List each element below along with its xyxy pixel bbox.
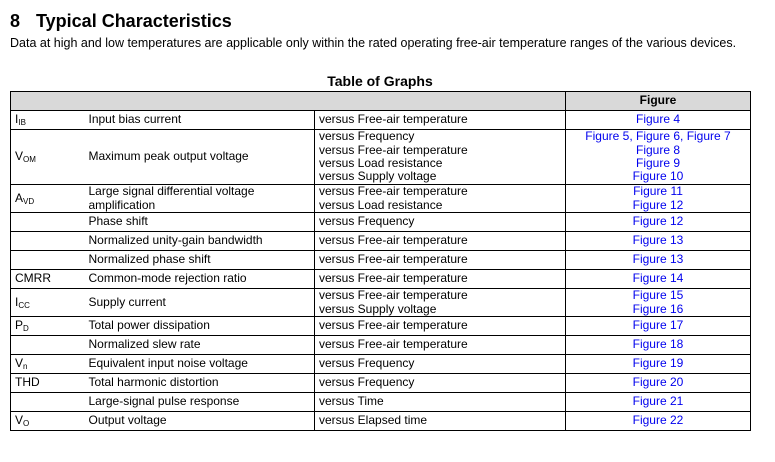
figure-link[interactable]: Figure 17 [632, 318, 684, 333]
symbol-cell [11, 185, 85, 213]
parameter-cell: Large-signal pulse response [85, 393, 315, 412]
figure-link[interactable]: Figure 7 [686, 129, 731, 144]
symbol: V [15, 356, 24, 371]
figure-link[interactable]: Figure 13 [632, 252, 684, 267]
table-row [11, 355, 751, 374]
symbol-cell [11, 374, 85, 393]
parameter-cell: Input bias current [85, 111, 315, 130]
graphs-table-body [11, 92, 751, 431]
condition-cell [315, 289, 566, 317]
figure-link[interactable]: Figure 9 [635, 156, 681, 170]
symbol-cell [11, 289, 85, 317]
symbol: P [15, 318, 24, 333]
figure-cell [566, 412, 751, 431]
figure-link[interactable]: Figure 20 [632, 375, 684, 390]
symbol-cell [11, 412, 85, 431]
figure-line [570, 303, 746, 316]
condition-line: versus Free-air temperature [319, 233, 468, 248]
figure-line [570, 215, 746, 228]
symbol-cell [11, 336, 85, 355]
symbol-cell [11, 130, 85, 185]
parameter-cell: Supply current [85, 289, 315, 317]
figure-link[interactable]: Figure 4 [635, 112, 681, 127]
parameter-cell: Large signal differential voltage amplification [85, 185, 315, 213]
section-heading [10, 10, 232, 32]
figure-link[interactable]: Figure 21 [632, 394, 684, 409]
condition-cell [315, 355, 566, 374]
parameter-cell: Total harmonic distortion [85, 374, 315, 393]
figure-cell [566, 355, 751, 374]
figure-line [570, 199, 746, 212]
figure-cell [566, 317, 751, 336]
parameter-cell: Common-mode rejection ratio [85, 270, 315, 289]
condition-cell [315, 374, 566, 393]
figure-line [570, 376, 746, 389]
table-row [11, 130, 751, 185]
figure-link[interactable]: Figure 22 [632, 413, 684, 428]
condition-line: versus Frequency [319, 375, 415, 390]
parameter-cell: Output voltage [85, 412, 315, 431]
figure-link[interactable]: Figure 12 [632, 214, 684, 229]
symbol: V [15, 413, 24, 428]
symbol: THD [15, 375, 40, 390]
symbol-cell [11, 355, 85, 374]
section-number: 8 [10, 11, 21, 31]
figure-line [570, 170, 746, 183]
figure-line [570, 414, 746, 427]
parameter-cell: Total power dissipation [85, 317, 315, 336]
condition-line: versus Free-air temperature [319, 337, 468, 352]
figure-cell [566, 185, 751, 213]
figure-line [570, 357, 746, 370]
parameter-cell: Normalized phase shift [85, 251, 315, 270]
figure-link[interactable]: Figure 19 [632, 356, 684, 371]
condition-cell [315, 251, 566, 270]
condition-line: versus Free-air temperature [319, 288, 468, 303]
symbol-subscript: IB [18, 118, 26, 128]
figure-line [570, 289, 746, 302]
condition-cell [315, 185, 566, 213]
figure-link[interactable]: Figure 10 [632, 169, 684, 184]
figure-line [570, 395, 746, 408]
figure-link[interactable]: Figure 15 [632, 288, 684, 303]
figure-cell [566, 232, 751, 251]
figure-link[interactable]: Figure 13 [632, 233, 684, 248]
figure-link[interactable]: Figure 14 [632, 271, 684, 286]
condition-line: versus Free-air temperature [319, 184, 468, 199]
figure-cell [566, 336, 751, 355]
figure-line [570, 113, 746, 126]
table-row [11, 213, 751, 232]
table-title: Table of Graphs [327, 73, 433, 89]
symbol-cell [11, 270, 85, 289]
condition-line: versus Elapsed time [319, 413, 428, 428]
symbol: CMRR [15, 271, 51, 286]
table-row [11, 336, 751, 355]
figure-cell [566, 111, 751, 130]
figure-cell [566, 213, 751, 232]
symbol: V [15, 149, 24, 164]
condition-line: versus Supply voltage [319, 301, 437, 316]
condition-line: versus Free-air temperature [319, 318, 468, 333]
table-row [11, 251, 751, 270]
condition-cell [315, 232, 566, 251]
parameter-cell: Normalized unity-gain bandwidth [85, 232, 315, 251]
condition-cell [315, 111, 566, 130]
figure-line [570, 144, 746, 157]
table-row [11, 111, 751, 130]
condition-cell [315, 270, 566, 289]
figure-cell [566, 251, 751, 270]
figure-link[interactable]: Figure 18 [632, 337, 684, 352]
condition-cell [315, 393, 566, 412]
figure-line [570, 253, 746, 266]
condition-line: versus Frequency [319, 356, 415, 371]
condition-cell [315, 317, 566, 336]
figure-link[interactable]: Figure 11 [633, 184, 683, 199]
condition-line: versus Free-air temperature [319, 271, 468, 286]
figure-line [570, 185, 746, 198]
condition-cell [315, 130, 566, 185]
figure-line: Figure 5, Figure 6, Figure 7 [585, 129, 731, 144]
table-row [11, 185, 751, 213]
symbol-subscript: CC [18, 300, 30, 310]
figure-link[interactable]: Figure 8 [635, 142, 681, 157]
figure-cell [566, 289, 751, 317]
condition-line: versus Time [319, 394, 384, 409]
condition-line: versus Supply voltage [319, 169, 437, 184]
condition-cell [315, 213, 566, 232]
symbol-subscript: D [23, 324, 29, 334]
figure-line [570, 234, 746, 247]
symbol: I [15, 294, 19, 309]
table-row [11, 412, 751, 431]
symbol-subscript: VD [23, 196, 35, 206]
figure-cell [566, 130, 751, 185]
parameter-cell: Maximum peak output voltage [85, 130, 315, 185]
figure-cell [566, 374, 751, 393]
symbol-cell [11, 213, 85, 232]
figure-line [570, 157, 746, 170]
figure-link[interactable]: Figure 16 [632, 301, 684, 316]
table-row [11, 232, 751, 251]
header-blank-cell [11, 92, 566, 111]
figure-line [570, 272, 746, 285]
symbol-cell [11, 393, 85, 412]
table-row [11, 393, 751, 412]
table-row [11, 374, 751, 393]
graphs-table [10, 91, 751, 431]
figure-link[interactable]: Figure 12 [632, 197, 684, 212]
parameter-cell: Phase shift [85, 213, 315, 232]
figure-link[interactable]: Figure 5 [585, 129, 630, 144]
condition-line: versus Load resistance [319, 197, 443, 212]
figure-link[interactable]: Figure 6 [635, 129, 681, 144]
section-title: Typical Characteristics [36, 11, 232, 31]
symbol-cell [11, 317, 85, 336]
condition-cell [315, 412, 566, 431]
table-row [11, 270, 751, 289]
condition-line: versus Load resistance [319, 156, 443, 170]
table-row [11, 317, 751, 336]
condition-line: versus Free-air temperature [319, 112, 468, 127]
symbol-subscript: OM [23, 155, 36, 165]
table-row [11, 289, 751, 317]
condition-line: versus Free-air temperature [319, 252, 468, 267]
figure-column-header: Figure [566, 92, 751, 111]
figure-cell [566, 393, 751, 412]
symbol-subscript: O [23, 419, 30, 429]
symbol-cell [11, 251, 85, 270]
figure-line [570, 319, 746, 332]
figure-cell [566, 270, 751, 289]
symbol: I [15, 112, 19, 127]
section-intro: Data at high and low temperatures are applicable only within the rated operating free-air temperature ranges of the various devices. [10, 36, 737, 50]
symbol-subscript: n [23, 362, 28, 372]
condition-line: versus Free-air temperature [319, 142, 468, 157]
table-header-row [11, 92, 751, 111]
condition-line: versus Frequency [319, 214, 415, 229]
parameter-cell: Normalized slew rate [85, 336, 315, 355]
symbol-cell [11, 111, 85, 130]
symbol: A [15, 190, 24, 205]
symbol-cell [11, 232, 85, 251]
condition-line: versus Frequency [319, 129, 415, 144]
figure-line [570, 338, 746, 351]
condition-cell [315, 336, 566, 355]
parameter-cell: Equivalent input noise voltage [85, 355, 315, 374]
